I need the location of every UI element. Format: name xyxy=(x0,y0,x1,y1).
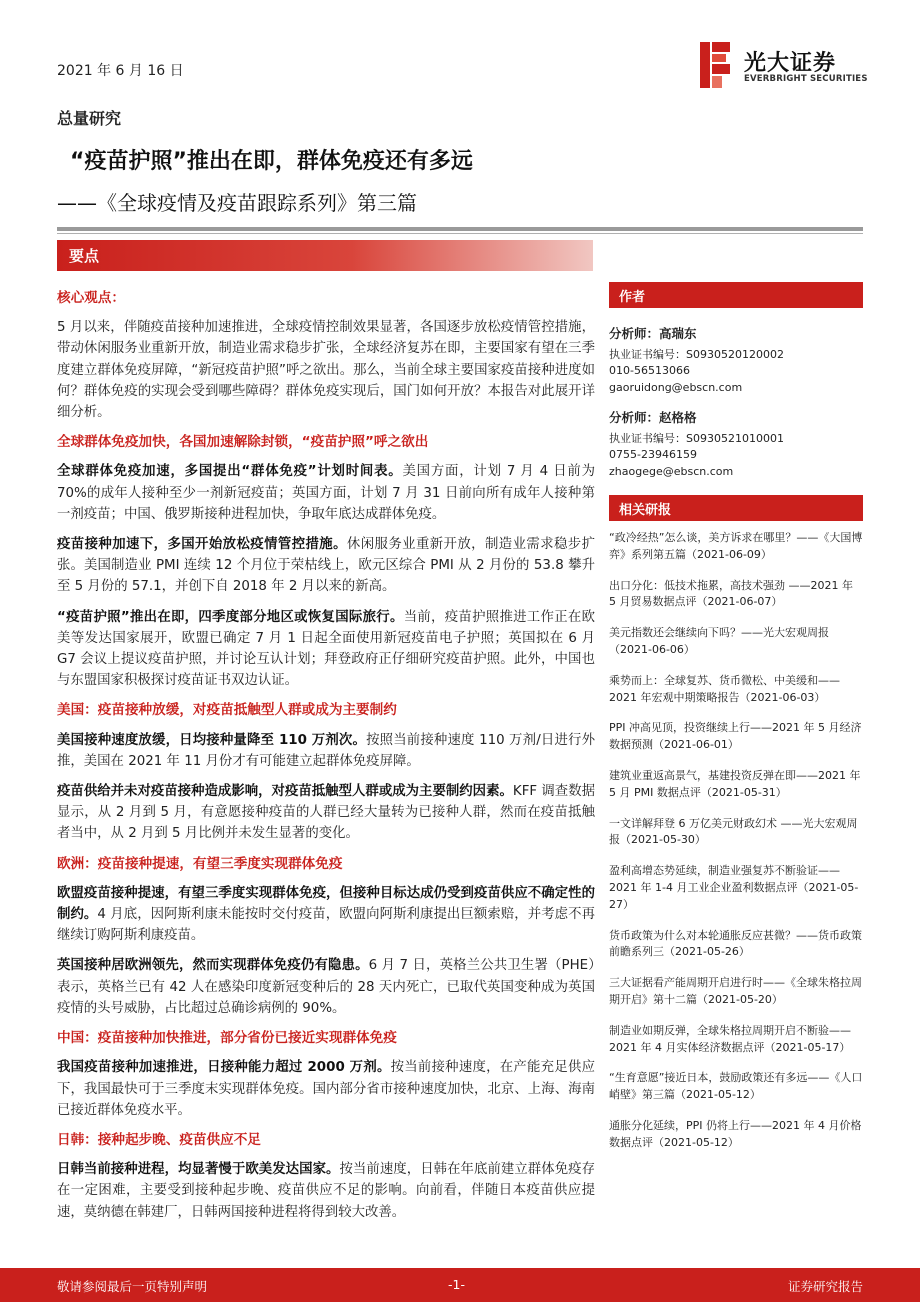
paragraph-lead: 英国接种居欧洲领先，然而实现群体免疫仍有隐患。 xyxy=(57,958,369,974)
paragraph-lead: 美国接种速度放缓，日均接种量降至 110 万剂次。 xyxy=(57,732,367,748)
paragraph-lead: 疫苗供给并未对疫苗接种造成影响，对疫苗抵触型人群或成为主要制约因素。 xyxy=(57,784,513,800)
analyst-email[interactable]: gaoruidong@ebscn.com xyxy=(609,380,743,394)
section-heading: 全球群体免疫加快，各国加速解除封锁，“疫苗护照”呼之欲出 xyxy=(57,434,429,451)
title-divider xyxy=(57,227,863,231)
paragraph-body: 按当前速度，日韩在年底前建立群体免疫存在一定困难，主要受到接种起步晚、疫苗供应不足的影响。向前看，伴随日本疫苗供应提速，莫纳德在韩建厂，日韩两国接种进程将得到较大改善。 xyxy=(57,1162,596,1220)
intro-paragraph: 5 月以来，伴随疫苗接种加速推进，全球疫情控制效果显著，各国逐步放松疫情管控措施，带动休闲服务业重新开放，制造业需求稳步扩张，全球经济复苏在即，主要国家有望在三季度建立群体免疫屏障，“新冠疫苗护照”呼之欲出。那么，当前全球主要国家疫苗接种进度如何？群体免疫的实现会受到哪些障碍？群体免疫实现后，国门如何开放？本报告对此展开详细分析。 xyxy=(57,320,595,421)
section-japan-korea xyxy=(57,1130,595,1223)
related-report-item[interactable]: 建筑业重返高景气，基建投资反弹在即——2021 年 5 月 PMI 数据点评（2021-05-31） xyxy=(609,768,861,799)
paragraph-lead: “疫苗护照”推出在即，四季度部分地区或恢复国际旅行。 xyxy=(57,609,404,625)
paragraph-lead: 疫苗接种加速下，多国开始放松疫情管控措施。 xyxy=(57,537,347,553)
related-report-item[interactable]: PPI 冲高见顶，投资继续上行——2021 年 5 月经济数据预测（2021-06-01） xyxy=(609,721,862,752)
paragraph-body: 按当前接种速度，在产能充足供应下，我国最快可于三季度末实现群体免疫。国内部分省市接种速度加快，北京、上海、海南已接近群体免疫水平。 xyxy=(57,1060,596,1118)
analyst-card xyxy=(609,326,863,396)
related-report-item[interactable]: 美元指数还会继续向下吗？——光大宏观周报（2021-06-06） xyxy=(609,626,829,656)
key-points-label: 要点 xyxy=(69,247,100,265)
paragraph-body: KFF 调查数据显示，从 2 月到 5 月，有意愿接种疫苗的人群已经大量转为已接种人群，然而在疫苗抵触者当中，从 2 月到 5 月比例并未发生显著的变化。 xyxy=(57,784,596,842)
footer-report-type: 证券研究报告 xyxy=(787,1279,863,1294)
paragraph xyxy=(57,883,595,947)
company-logo xyxy=(696,40,866,92)
logo-subtitle: EVERBRIGHT SECURITIES xyxy=(744,74,868,84)
authors-header xyxy=(609,282,863,308)
related-report-item[interactable]: 出口分化：低技术拖累，高技术强劲 ——2021 年 5 月贸易数据点评（2021-06-07） xyxy=(609,578,853,609)
related-report-item[interactable]: 通胀分化延续，PPI 仍将上行——2021 年 4 月价格数据点评（2021-05-12） xyxy=(609,1118,862,1149)
analyst-phone: 010-56513066 xyxy=(609,364,690,377)
paragraph-body: 休闲服务业重新开放，制造业需求稳步扩张。美国制造业 PMI 连续 12 个月位于荣枯线上，欧元区综合 PMI 从 2 月份的 53.8 攀升至 5 月份的 57.1，并创下自 2018 年 2 月以来的新高。 xyxy=(57,537,596,595)
paragraph-body: 4 月底，因阿斯利康未能按时交付疫苗，欧盟向阿斯利康提出巨额索赔，并考虑不再继续订购阿斯利康疫苗。 xyxy=(57,907,595,944)
paragraph-body: 美国方面，计划 7 月 4 日前为 70%的成年人接种至少一剂新冠疫苗；英国方面，计划 7 月 31 日前向所有成年人接种第一剂疫苗；中国、俄罗斯接种进程加快，争取年底达成群体免疫。 xyxy=(57,464,595,522)
authors-label: 作者 xyxy=(619,290,646,305)
main-content xyxy=(57,288,595,1232)
analyst-cert: 执业证书编号：S0930521010001 xyxy=(609,431,784,445)
related-report-item[interactable]: “生育意愿”接近日本，鼓励政策还有多远——《人口峭壁》第三篇（2021-05-12） xyxy=(609,1071,863,1102)
section-heading: 日韩：接种起步晚、疫苗供应不足 xyxy=(57,1131,261,1148)
related-report-item[interactable]: 一文详解拜登 6 万亿美元财政幻术 ——光大宏观周报（2021-05-30） xyxy=(609,816,858,847)
analyst-email[interactable]: zhaogege@ebscn.com xyxy=(609,464,734,478)
paragraph-body: 按照当前接种速度 110 万剂/日进行外推，美国在 2021 年 11 月份才有可能建立起群体免疫屏障。 xyxy=(57,732,595,769)
paragraph xyxy=(57,1057,595,1121)
report-date: 2021 年 6 月 16 日 xyxy=(57,63,184,79)
paragraph xyxy=(57,534,595,598)
analyst-name: 分析师：赵格格 xyxy=(609,410,697,425)
paragraph xyxy=(57,461,595,525)
core-view-label: 核心观点： xyxy=(57,290,125,306)
key-points-header xyxy=(57,240,593,271)
analyst-name: 分析师：高瑞东 xyxy=(609,326,697,341)
analyst-cert: 执业证书编号：S0930520120002 xyxy=(609,347,784,361)
section-global xyxy=(57,432,595,691)
report-category: 总量研究 xyxy=(57,109,122,128)
related-report-item[interactable]: “政冷经热”怎么谈，美方诉求在哪里？——《大国博弈》系列第五篇（2021-06-09） xyxy=(609,531,863,561)
paragraph-body: 6 月 7 日，英格兰公共卫生署（PHE）表示，英格兰已有 42 人在感染印度新冠变种后的 28 天内死亡，已取代英国变种成为英国疫情的头号威胁，占比超过总确诊病例的 90%。 xyxy=(57,958,595,1016)
page-footer xyxy=(0,1268,920,1302)
related-report-item[interactable]: 货币政策为什么对本轮通胀反应甚微？——货币政策前瞻系列三（2021-05-26） xyxy=(609,928,862,959)
paragraph xyxy=(57,730,595,772)
footer-disclaimer: 敬请参阅最后一页特别声明 xyxy=(57,1279,208,1294)
section-europe xyxy=(57,854,595,1019)
logo-mark-icon xyxy=(696,40,736,90)
paragraph-lead: 全球群体免疫加速，多国提出“群体免疫”计划时间表。 xyxy=(57,464,403,480)
paragraph xyxy=(57,955,595,1019)
paragraph xyxy=(57,607,595,692)
section-heading: 中国：疫苗接种加快推进，部分省份已接近实现群体免疫 xyxy=(57,1030,397,1047)
paragraph-lead: 日韩当前接种进程，均显著慢于欧美发达国家。 xyxy=(57,1162,340,1178)
paragraph-body: 当前，疫苗护照推进工作正在欧美等发达国家展开，欧盟已确定 7 月 1 日起全面使用新冠疫苗电子护照；英国拟在 6 月 G7 会议上提议疫苗护照，并讨论互认计划；拜登政府正仔细研究疫苗护照。此外，中国也与东盟国家积极探讨疫苗证书双边认证。 xyxy=(57,609,596,689)
core-view-section xyxy=(57,288,595,423)
section-china xyxy=(57,1028,595,1121)
page-number: -1- xyxy=(448,1277,465,1292)
paragraph xyxy=(57,1159,595,1223)
related-report-item[interactable]: 乘势而上：全球复苏、货币微松、中美缓和——2021 年宏观中期策略报告（2021-06-03） xyxy=(609,673,840,704)
analyst-card xyxy=(609,410,863,480)
related-report-item[interactable]: 制造业如期反弹，全球朱格拉周期开启不断验——2021 年 4 月实体经济数据点评（2021-05-17） xyxy=(609,1023,851,1054)
related-reports-label: 相关研报 xyxy=(619,503,672,518)
analyst-phone: 0755-23946159 xyxy=(609,448,697,461)
title-divider-thin xyxy=(57,233,863,234)
paragraph-lead: 欧盟疫苗接种提速，有望三季度实现群体免疫，但接种目标达成仍受到疫苗供应不确定性的制约。 xyxy=(57,885,595,923)
report-subtitle: ——《全球疫情及疫苗跟踪系列》第三篇 xyxy=(57,191,417,215)
section-us xyxy=(57,700,595,844)
section-heading: 美国：疫苗接种放缓，对疫苗抵触型人群或成为主要制约 xyxy=(57,702,397,719)
logo-name: 光大证券 xyxy=(744,51,837,76)
related-reports-header xyxy=(609,495,863,521)
report-title: “疫苗护照”推出在即，群体免疫还有多远 xyxy=(70,149,473,174)
related-report-item[interactable]: 盈利高增态势延续，制造业强复苏不断验证——2021 年 1-4 月工业企业盈利数据点评（2021-05-27） xyxy=(609,864,859,911)
related-report-item[interactable]: 三大证据看产能周期开启进行时——《全球朱格拉周期开启》第十二篇（2021-05-20） xyxy=(609,976,862,1006)
related-reports-list xyxy=(609,530,863,1166)
section-heading: 欧洲：疫苗接种提速，有望三季度实现群体免疫 xyxy=(57,855,343,872)
paragraph xyxy=(57,781,595,845)
paragraph-lead: 我国疫苗接种加速推进，日接种能力超过 2000 万剂。 xyxy=(57,1060,391,1076)
